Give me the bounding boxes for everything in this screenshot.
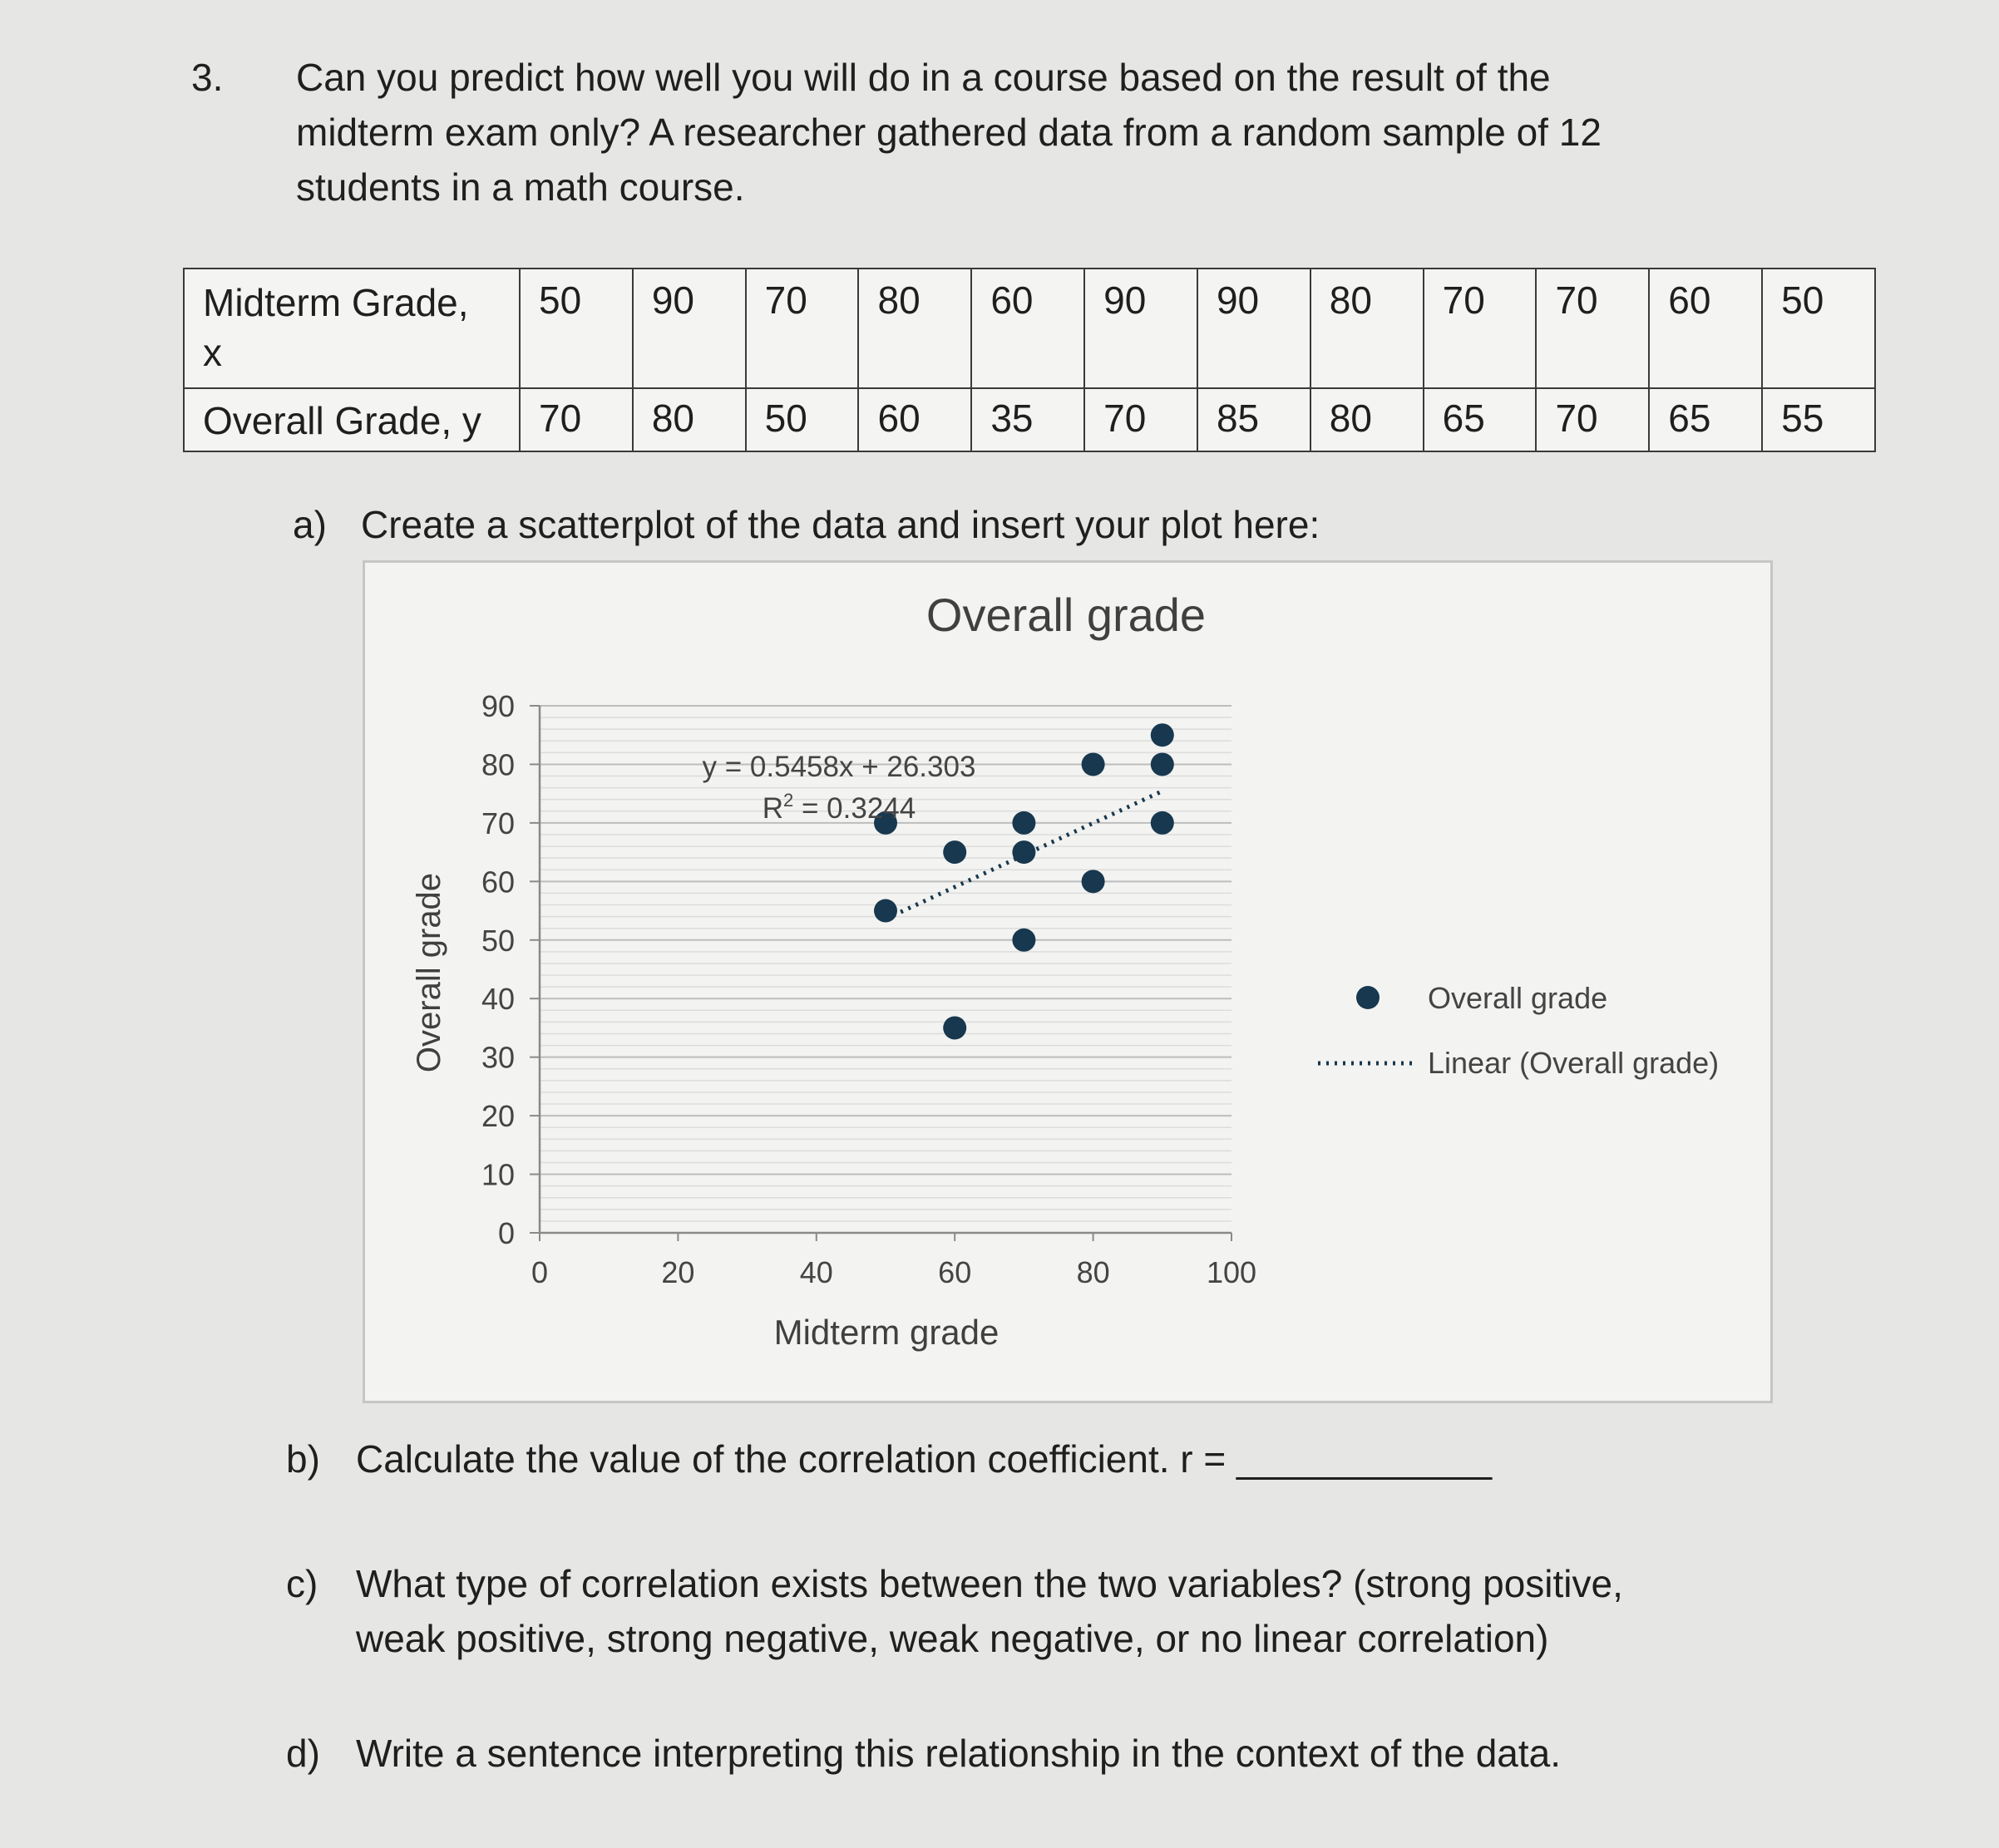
overall-cell: 80 bbox=[633, 388, 746, 451]
overall-cell: 35 bbox=[971, 388, 1084, 451]
midterm-cell: 60 bbox=[1649, 269, 1762, 388]
legend-marker-icon bbox=[1356, 986, 1380, 1009]
legend-series-label: Overall grade bbox=[1428, 981, 1608, 1015]
midterm-cell: 90 bbox=[1084, 269, 1197, 388]
r-squared-value: = 0.3244 bbox=[793, 792, 916, 825]
r-squared-prefix: R bbox=[762, 792, 784, 825]
overall-header: Overall Grade, y bbox=[184, 388, 520, 451]
question-number: 3. bbox=[191, 56, 224, 99]
midterm-header-line1: Midterm Grade, bbox=[203, 281, 469, 324]
trendline-equation: y = 0.5458x + 26.303 bbox=[702, 751, 976, 783]
y-tick-label: 20 bbox=[481, 1099, 515, 1134]
overall-row bbox=[184, 388, 1875, 451]
x-tick-label: 80 bbox=[1076, 1255, 1110, 1289]
data-point bbox=[1012, 840, 1035, 864]
x-tick-label: 20 bbox=[661, 1255, 695, 1289]
y-tick-label: 70 bbox=[481, 806, 515, 840]
x-tick-label: 40 bbox=[799, 1255, 833, 1289]
data-point bbox=[1082, 752, 1105, 776]
gridlines bbox=[540, 706, 1231, 1233]
y-tick-label: 80 bbox=[481, 747, 515, 782]
y-tick-label: 40 bbox=[481, 982, 515, 1017]
part-d-label: d) bbox=[286, 1732, 320, 1775]
scatterplot-frame bbox=[363, 560, 1773, 1403]
y-tick-label: 90 bbox=[481, 689, 515, 723]
answer-blank[interactable]: ____________ bbox=[1236, 1437, 1493, 1481]
chart-title: Overall grade bbox=[925, 589, 1207, 641]
midterm-cell: 50 bbox=[520, 269, 633, 388]
midterm-cell: 90 bbox=[633, 269, 746, 388]
scatterplot bbox=[365, 563, 1775, 1406]
data-point bbox=[1151, 811, 1174, 835]
data-point bbox=[874, 899, 897, 923]
midterm-cell: 70 bbox=[1424, 269, 1537, 388]
overall-cell: 70 bbox=[1084, 388, 1197, 451]
midterm-header bbox=[184, 269, 520, 388]
overall-cell: 65 bbox=[1649, 388, 1762, 451]
part-b-question: Calculate the value of the correlation coefficient. r = bbox=[356, 1437, 1237, 1481]
data-point bbox=[1012, 929, 1035, 952]
part-c-line-1: What type of correlation exists between the two variables? (strong positive, bbox=[356, 1562, 1623, 1605]
r-squared-exponent: 2 bbox=[783, 790, 794, 811]
x-axis-label: Midterm grade bbox=[773, 1313, 1000, 1352]
midterm-cell: 70 bbox=[746, 269, 859, 388]
data-point bbox=[943, 840, 966, 864]
question-line-1: Can you predict how well you will do in a course based on the result of the bbox=[296, 56, 1551, 99]
legend-trendline-label: Linear (Overall grade) bbox=[1428, 1046, 1720, 1080]
data-point bbox=[1012, 811, 1035, 835]
overall-cell: 55 bbox=[1762, 388, 1875, 451]
overall-cell: 50 bbox=[746, 388, 859, 451]
question-line-3: students in a math course. bbox=[296, 165, 745, 209]
overall-cell: 80 bbox=[1310, 388, 1424, 451]
midterm-cell: 90 bbox=[1197, 269, 1310, 388]
r-squared-label bbox=[763, 790, 916, 825]
midterm-header-line2: x bbox=[203, 331, 222, 374]
y-tick-labels bbox=[481, 689, 515, 1250]
midterm-cell: 80 bbox=[1310, 269, 1424, 388]
x-tick-label: 60 bbox=[938, 1255, 972, 1289]
midterm-cell: 80 bbox=[858, 269, 971, 388]
y-tick-label: 60 bbox=[481, 865, 515, 899]
y-tick-label: 30 bbox=[481, 1040, 515, 1075]
overall-cell: 85 bbox=[1197, 388, 1310, 451]
midterm-cell: 70 bbox=[1536, 269, 1649, 388]
part-c-line-2: weak positive, strong negative, weak negative, or no linear correlation) bbox=[356, 1617, 1549, 1660]
part-b-label: b) bbox=[286, 1437, 320, 1481]
data-point bbox=[1151, 723, 1174, 747]
data-point bbox=[1151, 752, 1174, 776]
x-tick-label: 0 bbox=[531, 1255, 549, 1289]
part-c-label: c) bbox=[286, 1562, 318, 1605]
data-point bbox=[943, 1016, 966, 1039]
y-tick-label: 10 bbox=[481, 1157, 515, 1192]
y-tick-label: 50 bbox=[481, 923, 515, 958]
grades-table bbox=[183, 268, 1876, 452]
midterm-cell: 50 bbox=[1762, 269, 1875, 388]
overall-cell: 70 bbox=[520, 388, 633, 451]
overall-cell: 60 bbox=[858, 388, 971, 451]
x-tick-label: 100 bbox=[1206, 1255, 1257, 1289]
data-point bbox=[1082, 870, 1105, 893]
y-tick-label: 0 bbox=[497, 1216, 515, 1250]
overall-cell: 70 bbox=[1536, 388, 1649, 451]
x-tick-labels bbox=[531, 1255, 1256, 1289]
midterm-cell: 60 bbox=[971, 269, 1084, 388]
axes bbox=[530, 706, 1231, 1241]
midterm-row bbox=[184, 269, 1875, 388]
part-a-label: a) bbox=[293, 503, 327, 546]
overall-cell: 65 bbox=[1424, 388, 1537, 451]
question-line-2: midterm exam only? A researcher gathered data from a random sample of 12 bbox=[296, 111, 1602, 154]
part-d-text: Write a sentence interpreting this relationship in the context of the data. bbox=[356, 1732, 1561, 1775]
part-b-text bbox=[356, 1432, 1492, 1486]
y-axis-label: Overall grade bbox=[411, 872, 447, 1073]
part-a-text: Create a scatterplot of the data and insert your plot here: bbox=[361, 503, 1320, 546]
